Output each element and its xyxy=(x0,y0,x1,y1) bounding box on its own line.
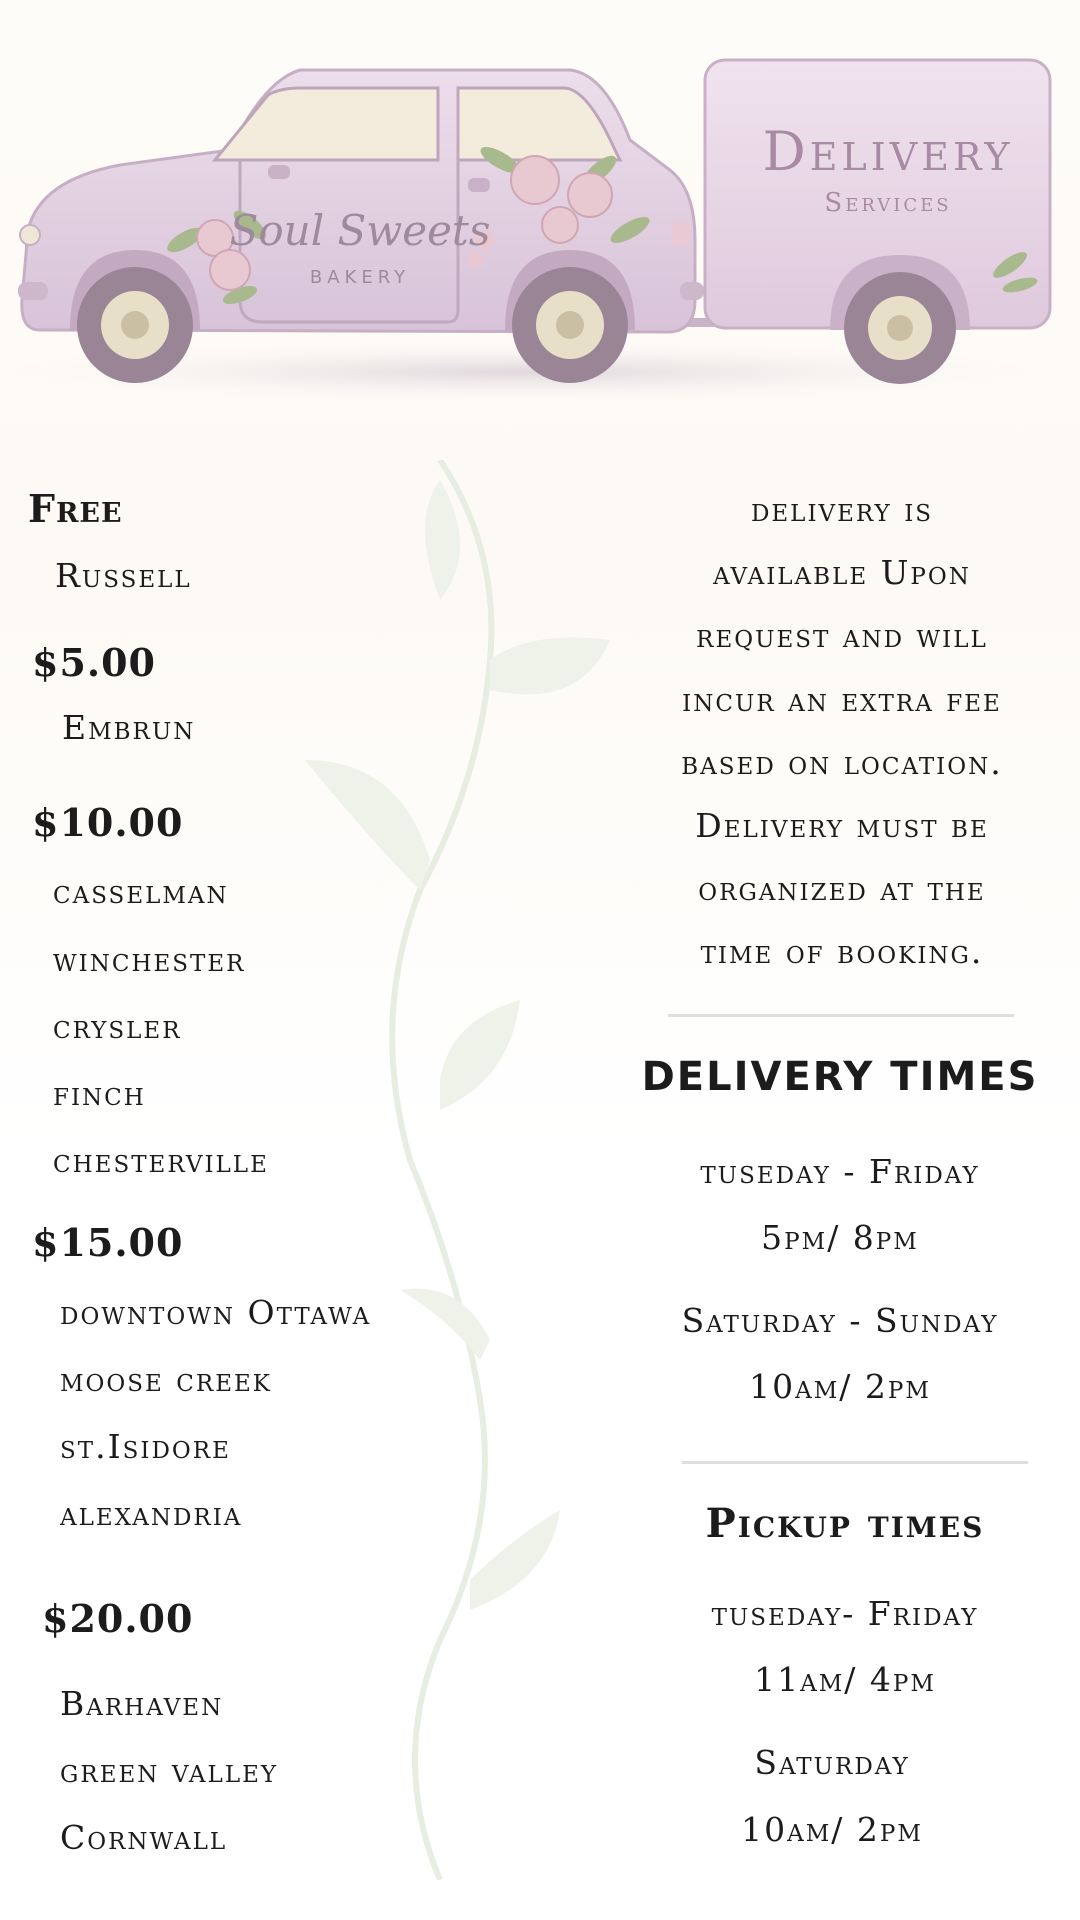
zone-town: Cornwall xyxy=(60,1818,228,1857)
info-line: Delivery must be xyxy=(695,806,989,845)
zone-price: $15.00 xyxy=(32,1220,184,1265)
trailer-subtitle: Services xyxy=(824,188,952,218)
zone-town: Russell xyxy=(55,556,192,595)
zone-price: $20.00 xyxy=(42,1596,194,1641)
divider xyxy=(682,1461,1028,1464)
zone-town: alexandria xyxy=(60,1494,243,1533)
delivery-days: tuseday - Friday xyxy=(700,1152,980,1191)
zone-price: Free xyxy=(28,486,123,531)
zone-town: st.Isidore xyxy=(60,1427,231,1466)
zone-town: casselman xyxy=(53,872,229,911)
vine-decoration xyxy=(290,460,630,1880)
trailer-title: Delivery xyxy=(762,120,1014,183)
info-line: request and will xyxy=(696,616,988,655)
delivery-hours: 10am/ 2pm xyxy=(749,1367,931,1406)
zone-town: finch xyxy=(53,1074,146,1113)
car-logo-subtext: BAKERY xyxy=(309,267,411,288)
info-line: time of booking. xyxy=(700,932,984,971)
info-line: delivery is xyxy=(750,490,934,529)
delivery-car-illustration xyxy=(0,0,1080,430)
delivery-days: Saturday - Sunday xyxy=(681,1301,999,1340)
pickup-hours: 11am/ 4pm xyxy=(754,1660,936,1699)
zone-town: chesterville xyxy=(53,1141,269,1180)
pickup-hours: 10am/ 2pm xyxy=(741,1810,923,1849)
zone-price: $10.00 xyxy=(32,800,184,845)
info-line: incur an extra fee xyxy=(682,680,1002,719)
pickup-days: Saturday xyxy=(754,1743,910,1782)
divider xyxy=(668,1014,1014,1017)
zone-town: crysler xyxy=(53,1007,182,1046)
zone-town: winchester xyxy=(53,940,246,979)
zone-town: moose creek xyxy=(60,1360,272,1399)
zone-price: $5.00 xyxy=(32,640,156,685)
pickup-days: tuseday- Friday xyxy=(711,1594,979,1633)
car-logo-text: Soul Sweets xyxy=(229,206,491,255)
zone-town: green valley xyxy=(60,1751,279,1790)
info-line: based on location. xyxy=(681,743,1003,782)
delivery-times-heading: DELIVERY TIMES xyxy=(641,1054,1039,1100)
zone-town: Barhaven xyxy=(60,1684,224,1723)
pickup-times-heading: Pickup times xyxy=(705,1500,985,1547)
info-line: organized at the xyxy=(698,869,986,908)
delivery-hours: 5pm/ 8pm xyxy=(761,1218,919,1257)
zone-town: Embrun xyxy=(62,708,196,747)
info-line: available Upon xyxy=(713,553,971,592)
zone-town: downtown Ottawa xyxy=(60,1293,372,1332)
